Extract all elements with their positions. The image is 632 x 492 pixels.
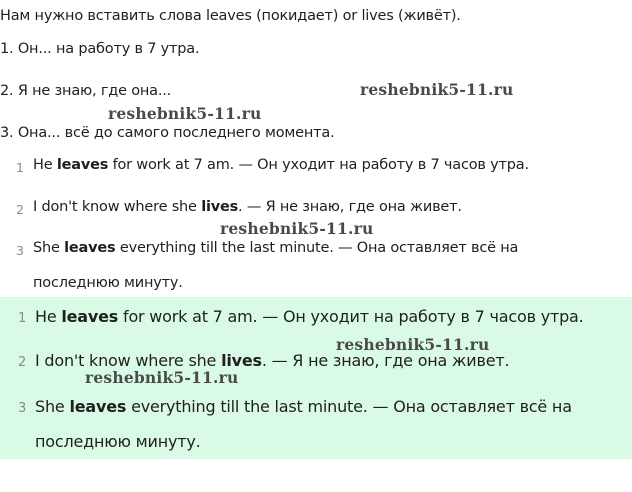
answer-keyword: leaves [69,397,127,416]
highlighted-answer-1 [35,307,584,326]
answer-number: 1 [18,311,27,326]
answer-number: 2 [16,202,24,217]
answer-number: 3 [16,243,24,258]
watermark: reshebnik5-11.ru [85,368,239,387]
answer-number: 3 [18,401,27,416]
exercise-1: 1. Он... на работу в 7 утра. [0,41,200,57]
answer-pre: He [33,157,57,173]
answer-keyword: leaves [61,307,119,326]
answer-post: everything till the last minute. — Она оставляет всё на [126,397,572,416]
answer-3 [33,240,518,256]
answer-keyword: leaves [64,240,116,256]
answer-post: for work at 7 am. — Он уходит на работу в 7 часов утра. [108,157,529,173]
watermark: reshebnik5-11.ru [360,80,514,99]
answer-post: . — Я не знаю, где она живет. [261,351,510,370]
answer-number: 2 [18,355,27,370]
answer-pre: She [33,240,65,256]
answer-post: for work at 7 am. — Он уходит на работу в 7 часов утра. [118,307,584,326]
highlighted-answer-3 [35,397,572,416]
answer-keyword: leaves [56,157,109,173]
watermark: reshebnik5-11.ru [336,335,490,354]
exercise-3: 3. Она... всё до самого последнего момента. [0,125,335,141]
answer-pre: I don't know where she [33,199,202,215]
watermark: reshebnik5-11.ru [108,104,262,123]
answer-pre: She [35,397,70,416]
answer-pre: He [35,307,62,326]
exercise-2: 2. Я не знаю, где она... [0,83,172,99]
answer-post: everything till the last minute. — Она оставляет всё на [115,240,519,256]
answer-1 [33,157,529,173]
highlighted-answer-3-continuation: последнюю минуту. [35,432,201,451]
answer-post: . — Я не знаю, где она живет. [238,199,462,215]
answer-keyword: lives [221,351,262,370]
watermark: reshebnik5-11.ru [220,219,374,238]
intro-text: Нам нужно вставить слова leaves (покидает) or lives (живёт). [0,8,461,24]
answer-2 [33,199,462,215]
answer-3-continuation: последнюю минуту. [33,275,183,291]
answer-number: 1 [16,160,24,175]
answer-keyword: lives [201,199,239,215]
answer-pre: I don't know where she [35,351,222,370]
